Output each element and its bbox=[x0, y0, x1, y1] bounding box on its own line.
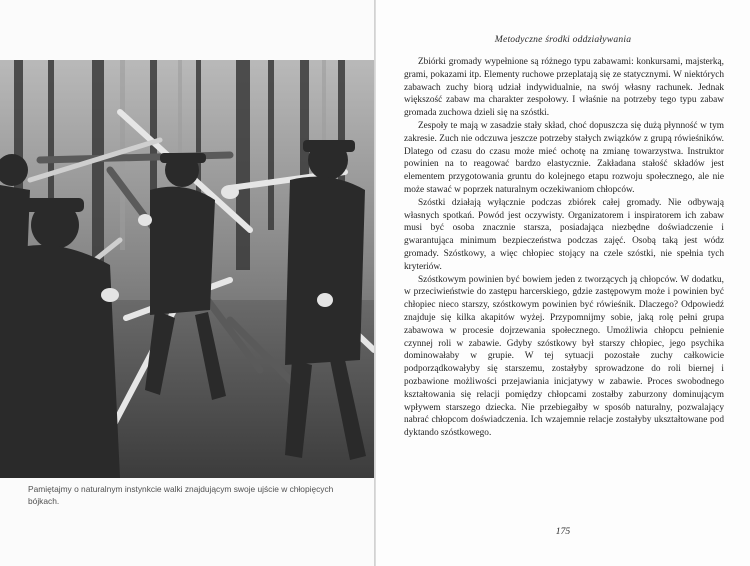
running-head: Metodyczne środki oddziaływania bbox=[494, 34, 632, 45]
paragraph: Szóstki działają wyłącznie podczas zbiórek całej gromady. Nie odbywają własnych spotkań. Powód jest oczywisty. Organizatorem i inspiratorem ich zabaw musi być osoba znacznie starsza, posiadająca niezbędne doświadczenie i gwarantująca minimum bezpieczeństwa podczas zajęć. Osobą taką jest wódz gromady. Szóstkowy, a więc chłopiec stojący na czele szóstki, nie spełnia tych kryteriów. bbox=[404, 197, 724, 272]
paragraph: Zbiórki gromady wypełnione są różnego typu zabawami: konkursami, majsterką, grami, pokazami itp. Elementy ruchowe przeplatają się ze statycznymi. W niektórych zabawach zuchy biorą udział indywidualnie, na swój własny rachunek. Jednak większość zabaw ma charakter zespołowy. I właśnie na potrzeby tego typu zabaw gromada zuchowa dzieli się na szóstki. bbox=[404, 57, 724, 119]
paragraph: Szóstkowym powinien być bowiem jeden z tworzących ją chłopców. W dodatku, w przeciwieństwie do zastępu harcerskiego, gdzie zastępowym może i powinien być chłopiec nieco starszy, szóstkowym powinien być rówieśnik. Dlaczego? Odpowiedź znajduje się kilka akapitów wyżej. Przypomnijmy sobie, jaką rolę pełni grupa zabawowa w procesie dojrzewania społecznego. Umożliwia chłopcu pełnienie czynnej roli w zabawie. Gdyby szóstkowy był starszy chłopiec, jego psychika dominowałaby w grupie. W tej sytuacji pozostałe zuchy całkowicie podporządkowałyby się starszemu, zostałyby sprowadzone do roli biernej i pozbawione możliwości przejawiania inicjatywy w zabawie. Proces swobodnego kształtowania się relacji pomiędzy chłopcami zostałby zaburzony dominującym wpływem starszego dziecka. Nie przebiegałby w sposób naturalny, pozwalający nabrać chłopcom doświadczenia. Ich wzajemnie relacje zostałyby ukształtowane pod dyktando szóstkowego. bbox=[404, 274, 724, 439]
photo-caption: Pamiętajmy o naturalnym instynkcie walki znajdującym swoje ujście w chłopięcych bójkach. bbox=[28, 484, 334, 506]
paragraph: Zespoły te mają w zasadzie stały skład, choć dopuszcza się dużą płynność w tym zakresie. Zuch nie odczuwa jeszcze potrzeby stałych związków z grupą rówieśników. Dlatego od czasu do czasu może mieć ochotę na zmianę towarzystwa. Instruktor powinien na to reagować bardzo elastycznie. Zakładana stałość składów jest elementem przygotowania gruntu do kolejnego etapu rozwoju społecznego, ale nie może stawać w poprzek naturalnym oczekiwaniom chłopców. bbox=[404, 120, 724, 195]
scouts-photo bbox=[0, 60, 374, 478]
body-text bbox=[404, 56, 724, 440]
page-number: 175 bbox=[555, 526, 571, 537]
right-page bbox=[376, 0, 750, 566]
